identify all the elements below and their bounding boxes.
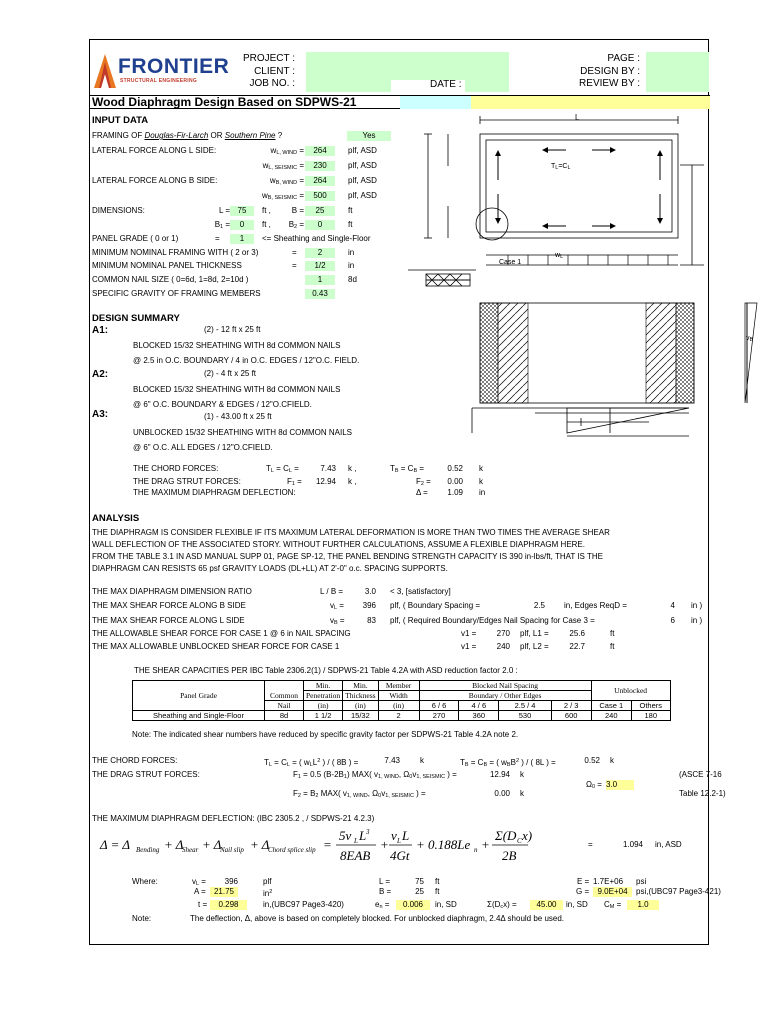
asce-ref-1: (ASCE 7-16 [679, 770, 722, 779]
svg-text:+ Δ: + Δ [164, 837, 184, 852]
job-label: JOB NO. : [249, 78, 295, 89]
min-framing-label: MINIMUM NOMINAL FRAMING WITH ( 2 or 3) [92, 248, 259, 257]
design-by-label: DESIGN BY : [580, 66, 640, 77]
allowable-v1-eq: v1 = [461, 629, 477, 638]
wl-wind-unit: plf, ASD [348, 146, 377, 155]
project-client-field[interactable] [306, 52, 509, 80]
l-label: L = [218, 206, 230, 215]
en-eq: $e_n$ = [375, 900, 390, 910]
a2-line1: (2) - 4 ft x 25 ft [204, 369, 257, 378]
plan-l-label: L [575, 113, 580, 122]
unblocked-l2-unit: ft [610, 642, 615, 651]
dcx-unit: in, SD [566, 900, 588, 909]
vl-boundary-spacing: 2.5 [533, 601, 545, 610]
col-min-pen-2: Penetration [304, 691, 343, 701]
b-value[interactable]: 25 [305, 206, 335, 216]
cm-value[interactable]: 1.0 [627, 900, 659, 910]
vl-edges-value: 4 [670, 601, 675, 610]
l2-unit: ft [435, 877, 440, 886]
svg-text:2B: 2B [502, 848, 517, 863]
wb-wind-unit: plf, ASD [348, 176, 377, 185]
a2-line2: BLOCKED 15/32 SHEATHING WITH 8d COMMON NAILS [133, 385, 341, 394]
col-spacing-3: 2.5 / 4 [499, 701, 552, 711]
vl-boundary-unit: in, Edges ReqD = [564, 601, 627, 610]
analysis-p1: THE DIAPHRAGM IS CONSIDER FLEXIBLE IF ITS MAXIMUM LATERAL DEFORMATION IS MORE THAN TWO TIMES THE AVERAGE SHEAR [92, 528, 610, 537]
e-value: 1.7E+06 [593, 877, 624, 886]
a-value[interactable]: 21.75 [210, 887, 238, 897]
vl2-eq: $v_L$ = [192, 877, 206, 887]
omega-eq: $\Omega_0$ = [586, 780, 602, 790]
analysis-p3: FROM THE TABLE 3.1 IN ASD MANUAL SUPP 01, PAGE SP-12, THE PANEL BENDING STRENGTH CAPACITY IS 390 in-lbs/ft, THAT IS THE [92, 552, 603, 561]
l-value[interactable]: 75 [230, 206, 254, 216]
svg-text:+ Δ: + Δ [250, 837, 270, 852]
b2-value[interactable]: 0 [305, 220, 335, 230]
g-value[interactable]: 9.0E+04 [593, 887, 632, 897]
panel-grade-label: PANEL GRADE ( 0 or 1) [92, 234, 179, 243]
b2-unit: ft [348, 220, 353, 229]
wl-seismic-label: $w_{L, SEISMIC}$ = [262, 161, 304, 171]
plan-case1-label: Case 1 [499, 259, 522, 266]
b-label: B = [291, 206, 304, 215]
ratio-eq: L / B = [320, 587, 344, 596]
t-value[interactable]: 0.298 [210, 900, 247, 910]
cell-penetration: 1 1/2 [304, 711, 343, 721]
nail-size-label: COMMON NAIL SIZE ( 0=6d, 1=8d, 2=10d ) [92, 275, 249, 284]
title-cyan-cell [400, 96, 471, 109]
specific-gravity-label: SPECIFIC GRAVITY OF FRAMING MEMBERS [92, 289, 261, 298]
b1-unit: ft , [262, 220, 271, 229]
svg-text:L: L [397, 837, 401, 845]
wb-seismic-value[interactable]: 500 [305, 191, 335, 201]
svg-text:+: + [481, 837, 490, 852]
svg-text:L: L [359, 828, 367, 843]
svg-text:+ 0.188Le: + 0.188Le [416, 837, 471, 852]
equation-unit: in, ASD [655, 840, 682, 849]
client-label: CLIENT : [254, 66, 295, 77]
summary-deflection-unit: in [479, 488, 486, 497]
col-common: Common [265, 681, 304, 701]
svg-text:4Gt: 4Gt [390, 848, 410, 863]
review-by-label: REVIEW BY : [579, 78, 640, 89]
drag2-f2-unit: k [520, 789, 524, 798]
l2-value: 75 [415, 877, 424, 886]
summary-chord-tb-eq: $T_B = C_B$ = [390, 464, 425, 474]
min-framing-unit: in [348, 248, 355, 257]
summary-chord-tb-unit: k [479, 464, 483, 473]
drag2-f2-eq: $F_2 = B_2$ MAX( $v_{1, WIND}$, $\Omega_0v_{1, SEISMIC}$ ) = [293, 789, 426, 799]
vl-eq: $v_L$ = [330, 601, 344, 611]
logo-text: FRONTIER [118, 55, 230, 78]
col-spacing-2: 4 / 6 [459, 701, 499, 711]
cell-others: 180 [631, 711, 670, 721]
cell-grade: Sheathing and Single-Floor [133, 711, 265, 721]
unblocked-v1-value: 240 [496, 642, 510, 651]
cell-spacing-4: 600 [551, 711, 591, 721]
frontier-logo-icon [94, 54, 116, 88]
svg-text:Chord splice slip: Chord splice slip [268, 846, 316, 854]
unblocked-v1-eq: v1 = [461, 642, 477, 651]
drag2-f1-value: 12.94 [489, 770, 510, 779]
vl-value: 396 [362, 601, 376, 610]
summary-drag-unit: k , [348, 477, 357, 486]
en-value[interactable]: 0.006 [396, 900, 430, 910]
col-nail: Nail [265, 701, 304, 711]
deflection-equation [98, 825, 533, 867]
unblocked-label: THE MAX ALLOWABLE UNBLOCKED SHEAR FORCE FOR CASE 1 [92, 642, 340, 651]
wl-seismic-unit: plf, ASD [348, 161, 377, 170]
vb-eq: $v_B$ = [330, 616, 345, 626]
col-member-3: (in) [378, 701, 419, 711]
wb-wind-label: $w_{B, WIND}$ = [269, 176, 304, 186]
wb-seismic-label: $w_{B, SEISMIC}$ = [261, 191, 304, 201]
equation-result: 1.094 [622, 840, 643, 849]
svg-text:C: C [517, 837, 522, 845]
panel-grade-note: <= Sheathing and Single-Floor [262, 234, 371, 243]
nail-size-unit: 8d [348, 275, 357, 284]
diaphragm-plan-diagram [408, 110, 708, 295]
summary-deflection-label: THE MAXIMUM DIAPHRAGM DEFLECTION: [133, 488, 296, 497]
b-unit: ft [348, 206, 353, 215]
ratio-label: THE MAX DIAPHRAGM DIMENSION RATIO [92, 587, 252, 596]
col-min-pen-1: Min. [304, 681, 343, 691]
col-blocked-1: Blocked Nail Spacing [419, 681, 591, 691]
vl2-value: 396 [224, 877, 238, 886]
deflection2-label: THE MAXIMUM DIAPHRAGM DEFLECTION: (IBC 2305.2 , / SDPWS-21 4.2.3) [92, 814, 375, 823]
vb-value: 83 [367, 616, 376, 625]
lateral-b-label: LATERAL FORCE ALONG B SIDE: [92, 176, 218, 185]
svg-text:n: n [474, 846, 478, 854]
page-title: Wood Diaphragm Design Based on SDPWS-21 [92, 95, 357, 109]
asce-ref-2: Table 12.2-1) [679, 789, 726, 798]
nail-size-value[interactable]: 1 [305, 275, 335, 285]
col-member-1: Member [378, 681, 419, 691]
cell-thickness: 15/32 [343, 711, 378, 721]
cell-spacing-2: 360 [459, 711, 499, 721]
allowable-v1-value: 270 [496, 629, 510, 638]
allowable-label: THE ALLOWABLE SHEAR FORCE FOR CASE 1 @ 6 in NAIL SPACING [92, 629, 351, 638]
panel-grade-eq: = [215, 234, 220, 243]
b1-label: $B_1$ = [214, 220, 230, 230]
b3-unit: ft [435, 887, 440, 896]
a3-line3: @ 6" O.C. ALL EDGES / 12"O.CFIELD. [133, 443, 273, 452]
final-note-text: The deflection, Δ, above is based on completely blocked. For unblocked diaphragm, 2.4Δ should be used. [190, 914, 565, 923]
a3-line2: UNBLOCKED 15/32 SHEATHING WITH 8d COMMON NAILS [133, 428, 353, 437]
summary-drag-f2-value: 0.00 [447, 477, 463, 486]
summary-drag-eq: $F_1$ = [287, 477, 302, 487]
b3-eq: B = [379, 887, 392, 896]
omega-value[interactable]: 3.0 [606, 780, 634, 790]
wb-wind-value[interactable]: 264 [305, 176, 335, 186]
chord2-tb-eq: $T_B = C_B$ = ( $w_BB^2$ ) / ( 8L ) = [460, 758, 556, 768]
project-label: PROJECT : [242, 53, 295, 64]
svg-text:L: L [354, 837, 358, 845]
g-unit: psi,(UBC97 Page3-421) [636, 887, 721, 896]
svg-text:Bending: Bending [136, 846, 160, 854]
chord2-tb-value: 0.52 [584, 756, 600, 765]
summary-heading: DESIGN SUMMARY [92, 313, 180, 324]
plan-wl-label: $w_L$ [555, 252, 564, 260]
col-panel-grade: Panel Grade [133, 681, 265, 711]
title-yellow-cell [471, 96, 710, 109]
wl-wind-label: $w_{L, WIND}$ = [270, 146, 304, 156]
plan-tl-cl-label: $T_L=C_L$ [551, 163, 571, 171]
col-min-th-2: Thickness [343, 691, 378, 701]
a3-line1: (1) - 43.00 ft x 25 ft [204, 412, 272, 421]
col-min-th-3: (in) [343, 701, 378, 711]
vb-spacing-unit: in ) [691, 616, 703, 625]
svg-text:L: L [402, 828, 410, 843]
chord2-unit: k [420, 756, 424, 765]
min-panel-value[interactable]: 1/2 [305, 261, 335, 271]
wl-seismic-value[interactable]: 230 [305, 161, 335, 171]
summary-drag-label: THE DRAG STRUT FORCES: [133, 477, 241, 486]
ratio-note: < 3, [satisfactory] [390, 587, 451, 596]
page-designby-review-field[interactable] [646, 52, 709, 92]
col-spacing-1: 6 / 6 [419, 701, 459, 711]
cm-eq: $C_M$ = [604, 900, 622, 910]
page-label: PAGE : [607, 53, 640, 64]
diaphragm-zone-diagram [475, 298, 705, 463]
unblocked-l2-value: 22.7 [569, 642, 585, 651]
b2-label: $B_2$ = [288, 220, 304, 230]
table-row [133, 711, 671, 721]
col-unblocked: Unblocked [591, 681, 670, 701]
unblocked-l2-eq: plf, L2 = [520, 642, 549, 651]
a1-line1: (2) - 12 ft x 25 ft [204, 325, 261, 334]
summary-chord-eq: $T_L = C_L$ = [266, 464, 299, 474]
worksheet [89, 39, 754, 945]
min-framing-value[interactable]: 2 [305, 248, 335, 258]
col-spacing-4: 2 / 3 [551, 701, 591, 711]
col-min-th-1: Min. [343, 681, 378, 691]
summary-deflection-value: 1.09 [447, 488, 463, 497]
drag2-label: THE DRAG STRUT FORCES: [92, 770, 200, 779]
col-case1: Case 1 [591, 701, 631, 711]
svg-text:Δ = Δ: Δ = Δ [100, 837, 131, 852]
analysis-p2: WALL DEFLECTION OF THE ASSOCIATED STORY. WITHOUT FURTHER CALCULATIONS, ASSUME A FLEXIBLE DIAPHRAGM HERE. [92, 540, 585, 549]
svg-text:+ Δ: + Δ [202, 837, 222, 852]
where-label: Where: [132, 877, 158, 886]
svg-text:Nail slip: Nail slip [220, 846, 244, 854]
chord2-label: THE CHORD FORCES: [92, 756, 178, 765]
b1-value[interactable]: 0 [230, 220, 254, 230]
cell-nail: 8d [265, 711, 304, 721]
l-unit: ft , [262, 206, 271, 215]
analysis-p4: DIAPHRAGM CAN RESISTS 65 psf GRAVITY LOADS (DL+LL) AT 2'-0" o.c. SPACING SUPPORTS. [92, 564, 448, 573]
shear-b-label: THE MAX SHEAR FORCE ALONG B SIDE [92, 601, 246, 610]
l2-eq: L = [379, 877, 391, 886]
input-heading: INPUT DATA [92, 115, 149, 126]
a2-label: A2: [92, 369, 109, 380]
capacity-table-title: THE SHEAR CAPACITIES PER IBC Table 2306.2(1) / SDPWS-21 Table 4.2A with ASD reduction factor 2.0 : [134, 666, 518, 675]
summary-chord-unit: k , [348, 464, 357, 473]
framing-value[interactable]: Yes [347, 131, 391, 141]
svg-text:+: + [380, 837, 389, 852]
e-eq: E = [577, 877, 590, 886]
summary-chord-label: THE CHORD FORCES: [133, 464, 219, 473]
wl-wind-value[interactable]: 264 [305, 146, 335, 156]
a3-label: A3: [92, 409, 109, 420]
date-label: DATE : [430, 79, 462, 90]
lateral-l-label: LATERAL FORCE ALONG L SIDE: [92, 146, 217, 155]
dcx-value[interactable]: 45.00 [530, 900, 563, 910]
b3-value: 25 [415, 887, 424, 896]
panel-grade-value[interactable]: 1 [230, 234, 254, 244]
shear-l-label: THE MAX SHEAR FORCE ALONG L SIDE [92, 616, 245, 625]
cell-case1: 240 [591, 711, 631, 721]
allowable-l1-unit: ft [610, 629, 615, 638]
equation-eq: = [588, 840, 593, 849]
min-panel-eq: = [292, 261, 297, 270]
ratio-value: 3.0 [364, 587, 376, 596]
table-note: Note: The indicated shear numbers have reduced by specific gravity factor per SDPWS-21 Table 4.2A note 2. [132, 730, 519, 739]
dcx-eq: $\Sigma(D_cx)$ = [487, 900, 517, 910]
t-eq: t = [198, 900, 208, 909]
shear-capacity-table [132, 680, 671, 721]
a-eq: A = [194, 887, 206, 896]
a2-line3: @ 6" O.C. BOUNDARY & EDGES / 12"O.CFIELD. [133, 400, 312, 409]
summary-chord-value: 7.43 [320, 464, 336, 473]
col-blocked-2: Boundary / Other Edges [419, 691, 591, 701]
svg-text:8EAB: 8EAB [340, 848, 371, 863]
svg-text:Σ(D: Σ(D [495, 828, 517, 843]
drag2-f1-unit: k [520, 770, 524, 779]
allowable-l1-eq: plf, L1 = [520, 629, 549, 638]
svg-text:5v: 5v [339, 828, 352, 843]
chord2-tb-unit: k [610, 756, 614, 765]
table-header-row [133, 681, 671, 691]
summary-chord-tb-value: 0.52 [447, 464, 463, 473]
date-field[interactable] [465, 80, 509, 92]
svg-text:Shear: Shear [182, 846, 199, 854]
title-bar [90, 95, 710, 109]
t-unit: in,(UBC97 Page3-420) [263, 900, 344, 909]
chord2-eq: $T_L = C_L$ = ( $w_LL^2$ ) / ( 8B ) = [264, 758, 359, 768]
zone-vb-label: $v_B$ [746, 335, 754, 343]
col-others: Others [631, 701, 670, 711]
drag2-f2-value: 0.00 [494, 789, 510, 798]
summary-drag-f2-eq: $F_2$ = [416, 477, 431, 487]
wb-seismic-unit: plf, ASD [348, 191, 377, 200]
svg-text:3: 3 [366, 828, 370, 836]
g-eq: G = [576, 887, 590, 896]
chord2-value: 7.43 [384, 756, 400, 765]
summary-drag-value: 12.94 [315, 477, 336, 486]
allowable-l1-value: 25.6 [569, 629, 585, 638]
svg-text:=: = [323, 837, 332, 852]
col-member-2: Width [378, 691, 419, 701]
drag2-f1-eq: $F_1 = 0.5$ $(B-2B_1)$ MAX( $v_{1, WIND}$, $\Omega_0v_{1, SEISMIC}$ ) = [293, 770, 457, 780]
vl-edges-unit: in ) [691, 601, 703, 610]
svg-text:v: v [391, 828, 397, 843]
vb-spacing-value: 6 [670, 616, 675, 625]
col-min-pen-3: (in) [304, 701, 343, 711]
logo-subtitle: STRUCTURAL ENGINEERING [120, 78, 198, 84]
svg-text:x): x) [522, 828, 533, 843]
specific-gravity-value[interactable]: 0.43 [305, 289, 335, 299]
a1-label: A1: [92, 325, 109, 336]
en-unit: in, SD [435, 900, 457, 909]
a1-line3: @ 2.5 in O.C. BOUNDARY / 4 in O.C. EDGES / 12"O.C. FIELD. [133, 356, 360, 365]
vl-unit: plf, ( Boundary Spacing = [390, 601, 481, 610]
cell-spacing-3: 530 [499, 711, 552, 721]
a-unit: $in^2$ [263, 889, 273, 898]
cell-member-width: 2 [378, 711, 419, 721]
final-note-label: Note: [132, 914, 152, 923]
job-field[interactable] [306, 80, 391, 92]
summary-drag-f2-unit: k [479, 477, 483, 486]
summary-deflection-eq: Δ = [416, 488, 428, 497]
analysis-heading: ANALYSIS [92, 513, 140, 524]
framing-row: FRAMING OF Douglas-Fir-Larch OR Southern Pine ? [92, 131, 283, 140]
a1-line2: BLOCKED 15/32 SHEATHING WITH 8d COMMON NAILS [133, 341, 341, 350]
cell-spacing-1: 270 [419, 711, 459, 721]
vb-unit: plf, ( Required Boundary/Edges Nail Spacing for Case 3 = [390, 616, 595, 625]
min-panel-label: MINIMUM NOMINAL PANEL THICKNESS [92, 261, 242, 270]
vl2-unit: plf [263, 877, 272, 886]
dimensions-label: DIMENSIONS: [92, 206, 145, 215]
e-unit: psi [636, 877, 647, 886]
min-framing-eq: = [292, 248, 297, 257]
min-panel-unit: in [348, 261, 355, 270]
